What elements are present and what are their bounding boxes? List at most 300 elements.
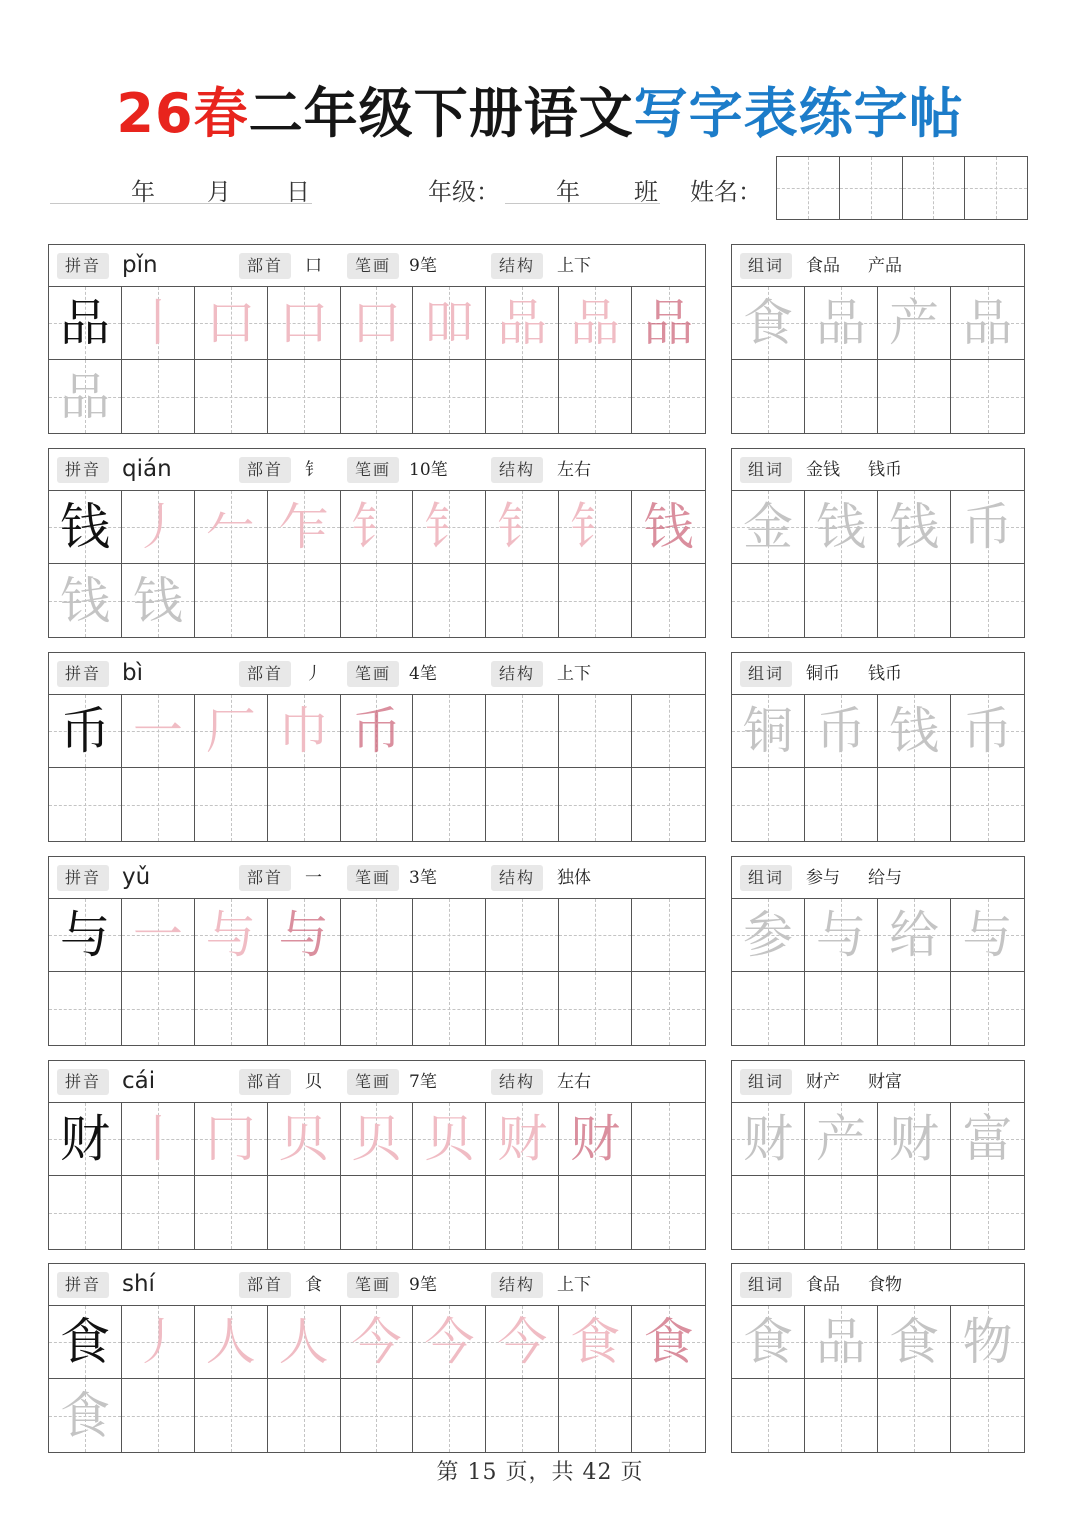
word-tianzige-grid — [732, 491, 1024, 637]
writing-cell[interactable] — [878, 768, 951, 841]
writing-cell[interactable] — [268, 972, 341, 1045]
writing-cell[interactable] — [805, 768, 878, 841]
word-trace-char: 食 — [743, 1313, 793, 1371]
word-practice-block — [731, 448, 1025, 638]
writing-cell[interactable] — [413, 1103, 486, 1176]
writing-cell[interactable] — [195, 491, 268, 564]
radical-value: 食 — [305, 1275, 322, 1295]
writing-cell[interactable] — [732, 360, 805, 433]
writing-cell[interactable] — [49, 360, 122, 433]
stroke-order-char: 口 — [205, 294, 256, 352]
writing-cell[interactable] — [632, 695, 705, 768]
writing-cell[interactable] — [122, 1103, 195, 1176]
writing-cell[interactable] — [951, 899, 1024, 972]
words-tag: 组词 — [740, 865, 792, 891]
writing-cell[interactable] — [951, 491, 1024, 564]
writing-cell[interactable] — [195, 1103, 268, 1176]
strokes-value: 3笔 — [409, 868, 437, 888]
trace-char: 食 — [59, 1386, 110, 1445]
page-title — [0, 74, 1080, 154]
stroke-order-char: 丿 — [132, 498, 183, 556]
writing-cell[interactable] — [195, 1176, 268, 1249]
writing-cell[interactable] — [413, 972, 486, 1045]
word-trace-char: 与 — [816, 906, 866, 964]
word-trace-char: 物 — [962, 1313, 1013, 1371]
writing-cell[interactable] — [486, 1103, 559, 1176]
writing-cell[interactable] — [341, 564, 414, 637]
word-trace-char: 币 — [962, 702, 1013, 760]
word-2: 产品 — [868, 256, 902, 276]
word-trace-char: 钱 — [889, 498, 939, 556]
stroke-order-char: 一 — [132, 702, 183, 760]
writing-cell[interactable] — [195, 1379, 268, 1452]
stroke-order-char: 今 — [497, 1313, 548, 1371]
writing-cell[interactable] — [805, 899, 878, 972]
stroke-order-char: 钅 — [351, 498, 402, 556]
stroke-order-char: 财 — [570, 1110, 621, 1168]
word-practice-block — [731, 1263, 1025, 1453]
writing-cell[interactable] — [413, 491, 486, 564]
writing-cell[interactable] — [878, 360, 951, 433]
month-label: 月 — [207, 178, 231, 206]
writing-cell[interactable] — [632, 564, 705, 637]
radical-tag: 部首 — [239, 661, 291, 687]
writing-cell[interactable] — [878, 695, 951, 768]
tianzige-grid — [49, 491, 705, 637]
writing-cell[interactable] — [559, 768, 632, 841]
writing-cell[interactable] — [268, 768, 341, 841]
writing-cell[interactable] — [486, 972, 559, 1045]
writing-cell[interactable] — [805, 360, 878, 433]
writing-cell[interactable] — [878, 1379, 951, 1452]
pinyin-tag: 拼音 — [57, 661, 109, 687]
pinyin-value: cái — [122, 1068, 156, 1094]
stroke-order-char: 贝 — [351, 1110, 402, 1168]
word-trace-char: 产 — [816, 1110, 866, 1168]
structure-value: 独体 — [557, 868, 591, 888]
day-label: 日 — [286, 178, 310, 206]
writing-cell[interactable] — [122, 491, 195, 564]
writing-cell[interactable] — [49, 1379, 122, 1452]
word-2: 钱币 — [868, 664, 902, 684]
writing-cell[interactable] — [341, 1103, 414, 1176]
name-label: 姓名： — [690, 178, 762, 206]
trace-char: 钱 — [59, 571, 110, 630]
word-trace-char: 币 — [962, 498, 1013, 556]
stroke-order-char: 一 — [132, 906, 183, 964]
writing-cell[interactable] — [732, 972, 805, 1045]
pinyin-value: pǐn — [122, 252, 158, 278]
tianzige-grid — [49, 1306, 705, 1452]
words-tag: 组词 — [740, 661, 792, 687]
word-trace-char: 参 — [743, 906, 793, 964]
writing-cell[interactable] — [559, 1176, 632, 1249]
writing-cell[interactable] — [486, 1379, 559, 1452]
stroke-order-char: 品 — [570, 294, 621, 352]
writing-cell[interactable] — [951, 1306, 1024, 1379]
writing-cell[interactable] — [732, 1306, 805, 1379]
writing-cell[interactable] — [805, 287, 878, 360]
name-writing-boxes[interactable] — [776, 156, 1028, 220]
writing-cell[interactable] — [732, 564, 805, 637]
word-trace-char: 品 — [962, 294, 1013, 352]
name-box[interactable] — [777, 157, 840, 219]
writing-cell[interactable] — [122, 695, 195, 768]
word-1: 食品 — [806, 1275, 840, 1295]
strokes-tag: 笔画 — [347, 865, 399, 891]
title-grade: 二年级下册语文 — [248, 82, 634, 145]
writing-cell[interactable] — [732, 287, 805, 360]
words-tag: 组词 — [740, 1272, 792, 1298]
structure-value: 上下 — [557, 1275, 591, 1295]
writing-cell[interactable] — [486, 1306, 559, 1379]
stroke-order-char: 与 — [205, 906, 256, 964]
writing-cell[interactable] — [732, 899, 805, 972]
writing-cell[interactable] — [951, 360, 1024, 433]
writing-cell[interactable] — [49, 695, 122, 768]
words-tag: 组词 — [740, 253, 792, 279]
word-1: 财产 — [806, 1072, 840, 1092]
writing-cell[interactable] — [878, 1176, 951, 1249]
strokes-tag: 笔画 — [347, 1069, 399, 1095]
char-info-bar — [49, 653, 705, 695]
grade-year-label: 年 — [556, 178, 580, 206]
strokes-value: 10笔 — [409, 460, 448, 480]
char-practice-block — [48, 1263, 706, 1453]
structure-tag: 结构 — [491, 1272, 543, 1298]
writing-cell[interactable] — [805, 564, 878, 637]
writing-cell[interactable] — [951, 1103, 1024, 1176]
writing-cell[interactable] — [632, 360, 705, 433]
writing-cell[interactable] — [951, 695, 1024, 768]
stroke-order-char: 人 — [205, 1313, 256, 1371]
radical-value: 钅 — [305, 460, 322, 480]
title-season: 26春 — [116, 82, 249, 145]
word-2: 钱币 — [868, 460, 902, 480]
writing-cell[interactable] — [632, 287, 705, 360]
stroke-order-char: 厂 — [205, 702, 256, 760]
tianzige-grid — [49, 695, 705, 841]
word-tianzige-grid — [732, 1103, 1024, 1249]
char-info-bar — [49, 1264, 705, 1306]
writing-cell[interactable] — [122, 899, 195, 972]
writing-cell[interactable] — [122, 972, 195, 1045]
radical-tag: 部首 — [239, 457, 291, 483]
strokes-tag: 笔画 — [347, 1272, 399, 1298]
stroke-order-char: 冂 — [205, 1110, 256, 1168]
writing-cell[interactable] — [951, 564, 1024, 637]
stroke-order-char: 今 — [424, 1313, 475, 1371]
writing-cell[interactable] — [341, 287, 414, 360]
writing-cell[interactable] — [951, 287, 1024, 360]
model-char: 币 — [59, 702, 110, 760]
writing-cell[interactable] — [878, 1103, 951, 1176]
writing-cell[interactable] — [732, 1379, 805, 1452]
pinyin-tag: 拼音 — [57, 253, 109, 279]
trace-char: 品 — [59, 367, 110, 426]
radical-tag: 部首 — [239, 865, 291, 891]
structure-tag: 结构 — [491, 253, 543, 279]
writing-cell[interactable] — [559, 899, 632, 972]
structure-tag: 结构 — [491, 865, 543, 891]
writing-cell[interactable] — [49, 1306, 122, 1379]
writing-cell[interactable] — [268, 899, 341, 972]
word-info-bar — [732, 857, 1024, 899]
writing-cell[interactable] — [559, 564, 632, 637]
writing-cell[interactable] — [341, 1176, 414, 1249]
trace-char: 钱 — [132, 571, 183, 630]
writing-cell[interactable] — [559, 1306, 632, 1379]
strokes-value: 4笔 — [409, 664, 437, 684]
writing-cell[interactable] — [268, 1103, 341, 1176]
writing-cell[interactable] — [559, 1379, 632, 1452]
writing-cell[interactable] — [732, 1103, 805, 1176]
class-label: 班 — [634, 178, 658, 206]
word-trace-char: 金 — [743, 498, 793, 556]
writing-cell[interactable] — [195, 972, 268, 1045]
radical-tag: 部首 — [239, 1069, 291, 1095]
strokes-value: 9笔 — [409, 256, 437, 276]
writing-cell[interactable] — [268, 287, 341, 360]
writing-cell[interactable] — [341, 695, 414, 768]
stroke-order-char: 丨 — [132, 294, 183, 352]
writing-cell[interactable] — [486, 695, 559, 768]
writing-cell[interactable] — [122, 360, 195, 433]
writing-cell[interactable] — [413, 1306, 486, 1379]
stroke-order-char: 口 — [351, 294, 402, 352]
writing-cell[interactable] — [268, 491, 341, 564]
words-tag: 组词 — [740, 1069, 792, 1095]
writing-cell[interactable] — [805, 1103, 878, 1176]
writing-cell[interactable] — [413, 899, 486, 972]
word-2: 食物 — [868, 1275, 902, 1295]
writing-cell[interactable] — [268, 360, 341, 433]
writing-cell[interactable] — [341, 972, 414, 1045]
writing-cell[interactable] — [559, 287, 632, 360]
writing-cell[interactable] — [413, 1379, 486, 1452]
writing-cell[interactable] — [805, 1379, 878, 1452]
writing-cell[interactable] — [878, 491, 951, 564]
stroke-order-char: 财 — [497, 1110, 548, 1168]
writing-cell[interactable] — [486, 899, 559, 972]
writing-cell[interactable] — [878, 1306, 951, 1379]
writing-cell[interactable] — [559, 695, 632, 768]
stroke-order-char: 钅 — [570, 498, 621, 556]
stroke-order-char: 食 — [570, 1313, 621, 1371]
writing-cell[interactable] — [268, 695, 341, 768]
grade-label: 年级： — [428, 178, 500, 206]
stroke-order-char: 币 — [351, 702, 402, 760]
writing-cell[interactable] — [732, 695, 805, 768]
stroke-order-char: 贝 — [424, 1110, 475, 1168]
writing-cell[interactable] — [805, 695, 878, 768]
writing-cell[interactable] — [413, 360, 486, 433]
date-underline[interactable] — [50, 203, 312, 204]
writing-cell[interactable] — [878, 972, 951, 1045]
words-tag: 组词 — [740, 457, 792, 483]
writing-cell[interactable] — [341, 768, 414, 841]
writing-cell[interactable] — [195, 899, 268, 972]
writing-cell[interactable] — [341, 491, 414, 564]
word-trace-char: 币 — [816, 702, 866, 760]
writing-cell[interactable] — [49, 491, 122, 564]
word-1: 金钱 — [806, 460, 840, 480]
writing-cell[interactable] — [413, 287, 486, 360]
writing-cell[interactable] — [122, 1176, 195, 1249]
radical-value: 丿 — [305, 664, 322, 684]
char-practice-block — [48, 856, 706, 1046]
writing-cell[interactable] — [951, 768, 1024, 841]
writing-cell[interactable] — [122, 1379, 195, 1452]
writing-cell[interactable] — [413, 768, 486, 841]
name-box[interactable] — [840, 157, 903, 219]
stroke-order-char: 钅 — [497, 498, 548, 556]
writing-cell[interactable] — [878, 287, 951, 360]
writing-cell[interactable] — [805, 491, 878, 564]
model-char: 品 — [59, 294, 110, 352]
writing-cell[interactable] — [559, 360, 632, 433]
pinyin-tag: 拼音 — [57, 1069, 109, 1095]
word-info-bar — [732, 245, 1024, 287]
radical-value: 口 — [305, 256, 322, 276]
stroke-order-char: 品 — [497, 294, 548, 352]
writing-cell[interactable] — [486, 768, 559, 841]
writing-cell[interactable] — [122, 768, 195, 841]
char-practice-block — [48, 652, 706, 842]
structure-tag: 结构 — [491, 1069, 543, 1095]
writing-cell[interactable] — [632, 1306, 705, 1379]
word-2: 给与 — [868, 868, 902, 888]
writing-cell[interactable] — [559, 1103, 632, 1176]
strokes-tag: 笔画 — [347, 253, 399, 279]
page-footer: 第 15 页，共 42 页 — [436, 1460, 644, 1485]
writing-cell[interactable] — [341, 360, 414, 433]
writing-cell[interactable] — [951, 1379, 1024, 1452]
structure-tag: 结构 — [491, 457, 543, 483]
writing-cell[interactable] — [951, 1176, 1024, 1249]
writing-cell[interactable] — [413, 1176, 486, 1249]
word-trace-char: 财 — [889, 1110, 939, 1168]
writing-cell[interactable] — [49, 287, 122, 360]
writing-cell[interactable] — [49, 899, 122, 972]
writing-cell[interactable] — [195, 287, 268, 360]
writing-cell[interactable] — [878, 899, 951, 972]
stroke-order-char: 口 — [278, 294, 329, 352]
writing-cell[interactable] — [195, 564, 268, 637]
word-2: 财富 — [868, 1072, 902, 1092]
writing-cell[interactable] — [632, 899, 705, 972]
writing-cell[interactable] — [413, 695, 486, 768]
writing-cell[interactable] — [486, 491, 559, 564]
stroke-order-char: 食 — [643, 1313, 694, 1371]
writing-cell[interactable] — [632, 1103, 705, 1176]
writing-cell[interactable] — [486, 564, 559, 637]
writing-cell[interactable] — [195, 1306, 268, 1379]
writing-cell[interactable] — [486, 1176, 559, 1249]
name-box[interactable] — [965, 157, 1027, 219]
pinyin-value: yǔ — [122, 864, 151, 890]
writing-cell[interactable] — [195, 695, 268, 768]
writing-cell[interactable] — [732, 768, 805, 841]
char-info-bar — [49, 857, 705, 899]
writing-cell[interactable] — [732, 491, 805, 564]
writing-cell[interactable] — [341, 899, 414, 972]
stroke-order-char: 巾 — [278, 702, 329, 760]
writing-cell[interactable] — [559, 491, 632, 564]
word-trace-char: 食 — [889, 1313, 939, 1371]
writing-cell[interactable] — [632, 491, 705, 564]
writing-cell[interactable] — [341, 1306, 414, 1379]
writing-cell[interactable] — [413, 564, 486, 637]
writing-cell[interactable] — [49, 1103, 122, 1176]
pinyin-value: shí — [122, 1271, 155, 1297]
word-trace-char: 富 — [962, 1110, 1013, 1168]
char-practice-block — [48, 448, 706, 638]
word-info-bar — [732, 449, 1024, 491]
writing-cell[interactable] — [195, 768, 268, 841]
writing-cell[interactable] — [268, 564, 341, 637]
writing-cell[interactable] — [49, 972, 122, 1045]
strokes-value: 7笔 — [409, 1072, 437, 1092]
writing-cell[interactable] — [122, 1306, 195, 1379]
stroke-order-char: 钅 — [424, 498, 475, 556]
writing-cell[interactable] — [878, 564, 951, 637]
stroke-order-char: 丿 — [132, 1313, 183, 1371]
word-tianzige-grid — [732, 1306, 1024, 1452]
writing-cell[interactable] — [49, 1176, 122, 1249]
writing-cell[interactable] — [559, 972, 632, 1045]
writing-cell[interactable] — [805, 1176, 878, 1249]
writing-cell[interactable] — [632, 1379, 705, 1452]
stroke-order-char: 乍 — [278, 498, 329, 556]
word-practice-block — [731, 856, 1025, 1046]
writing-cell[interactable] — [268, 1306, 341, 1379]
writing-cell[interactable] — [805, 972, 878, 1045]
writing-cell[interactable] — [122, 564, 195, 637]
name-box[interactable] — [903, 157, 966, 219]
writing-cell[interactable] — [486, 287, 559, 360]
writing-cell[interactable] — [195, 360, 268, 433]
writing-cell[interactable] — [49, 768, 122, 841]
writing-cell[interactable] — [805, 1306, 878, 1379]
word-trace-char: 钱 — [816, 498, 866, 556]
writing-cell[interactable] — [632, 972, 705, 1045]
writing-cell[interactable] — [951, 972, 1024, 1045]
writing-cell[interactable] — [486, 360, 559, 433]
writing-cell[interactable] — [268, 1379, 341, 1452]
radical-value: 一 — [305, 868, 322, 888]
writing-cell[interactable] — [732, 1176, 805, 1249]
stroke-order-char: 品 — [643, 294, 694, 352]
word-trace-char: 产 — [889, 294, 939, 352]
model-char: 与 — [59, 906, 110, 964]
word-practice-block — [731, 1060, 1025, 1250]
writing-cell[interactable] — [632, 1176, 705, 1249]
writing-cell[interactable] — [49, 564, 122, 637]
tianzige-grid — [49, 287, 705, 433]
pinyin-value: bì — [122, 660, 143, 686]
writing-cell[interactable] — [632, 768, 705, 841]
word-tianzige-grid — [732, 899, 1024, 1045]
writing-cell[interactable] — [122, 287, 195, 360]
pinyin-tag: 拼音 — [57, 865, 109, 891]
writing-cell[interactable] — [341, 1379, 414, 1452]
char-practice-block — [48, 1060, 706, 1250]
radical-tag: 部首 — [239, 253, 291, 279]
writing-cell[interactable] — [268, 1176, 341, 1249]
word-trace-char: 食 — [743, 294, 793, 352]
stroke-order-char: 钱 — [643, 498, 694, 556]
